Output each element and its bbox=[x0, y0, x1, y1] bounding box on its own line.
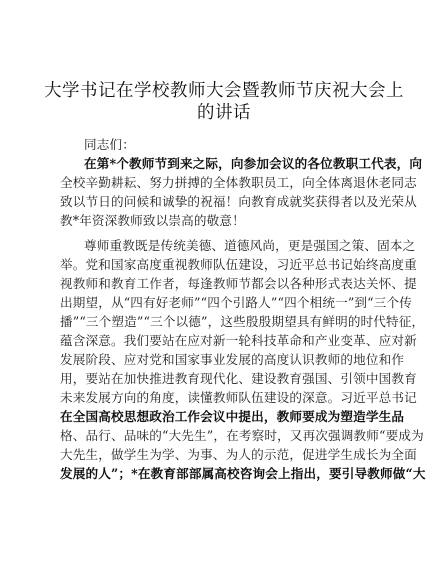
paragraph-1-line-1: 在第*个教师节到来之际，向参加会议的各位教职工代表，向 bbox=[84, 156, 423, 171]
paragraph-2-line-9: 未来发展方向的角度，读懂教师队伍建设的深意。习近平总书记 bbox=[60, 390, 417, 405]
paragraph-1-line-2: 全校辛勤耕耘、努力拼搏的全体教职员工，向全体离退休老同志 bbox=[60, 175, 417, 190]
paragraph-2-line-3: 视教师和教育工作者，每逢教师节都会以各种形式表达关怀、提 bbox=[60, 276, 417, 291]
paragraph-2-line-11: 格、品行、品味的“大先生”，在考察时，又再次强调教师“要成为 bbox=[60, 428, 424, 443]
document-title-line-2: 的讲话 bbox=[197, 103, 251, 123]
salutation: 同志们： bbox=[84, 137, 135, 152]
paragraph-2-line-13: 发展的人”；*在教育部部属高校咨询会上指出，要引导教师做“大 bbox=[60, 466, 426, 481]
paragraph-2-line-5: 播”“三个塑造”“三个以德”，这些殷殷期望具有鲜明的时代特征， bbox=[60, 314, 425, 329]
paragraph-2-line-7: 发展阶段、应对党和国家事业发展的高度认识教师的地位和作 bbox=[60, 352, 405, 367]
paragraph-2-line-2: 举。党和国家高度重视教师队伍建设，习近平总书记始终高度重 bbox=[60, 257, 417, 272]
paragraph-2-line-6: 蕴含深意。我们要站在应对新一轮科技革命和产业变革、应对新 bbox=[60, 333, 417, 348]
paragraph-1-line-3: 致以节日的问候和诚挚的祝福！向教育成就奖获得者以及光荣从 bbox=[60, 194, 417, 209]
document-title-line-1: 大学书记在学校教师大会暨教师节庆祝大会上 bbox=[44, 81, 404, 101]
paragraph-2-line-4: 出期望，从“四有好老师”“四个引路人”“四个相统一”到“三个传 bbox=[60, 295, 412, 310]
paragraph-2-line-10: 在全国高校思想政治工作会议中提出，教师要成为塑造学生品 bbox=[60, 409, 405, 424]
paragraph-2-line-8: 用，要站在加快推进教育现代化、建设教育强国、引领中国教育 bbox=[60, 371, 417, 386]
paragraph-2-line-12: 大先生，做学生为学、为事、为人的示范，促进学生成长为全面 bbox=[60, 447, 417, 462]
paragraph-1-line-4: 教*年资深教师致以崇高的敬意！ bbox=[60, 213, 245, 228]
paragraph-2-line-1: 尊师重教既是传统美德、道德风尚，更是强国之策、固本之 bbox=[84, 238, 416, 253]
